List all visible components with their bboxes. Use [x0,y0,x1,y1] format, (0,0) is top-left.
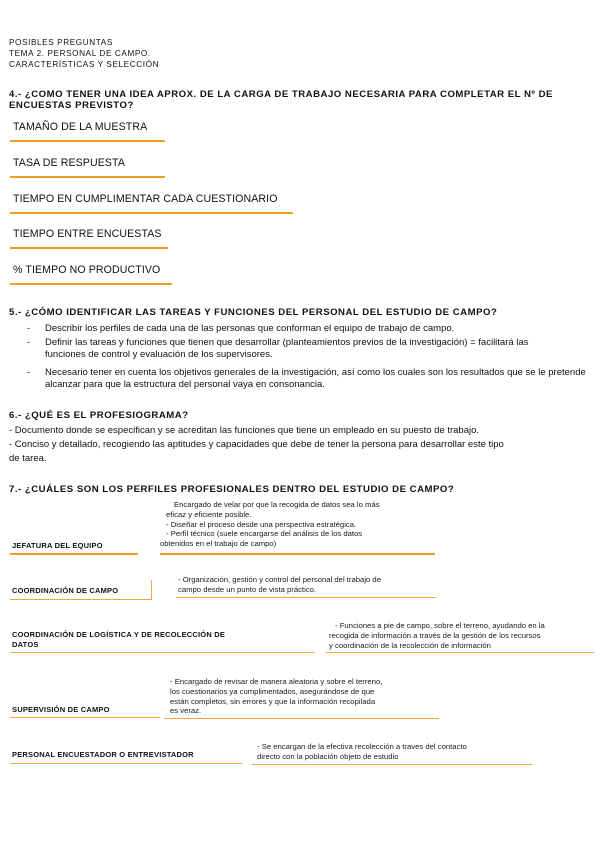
profile-desc-line: es veraz. [170,706,202,716]
profile-underline [10,599,152,600]
profile-label: PERSONAL ENCUESTADOR O ENTREVISTADOR [12,750,194,759]
profile-desc-underline [176,597,436,598]
header-line: CARACTERÍSTICAS Y SELECCIÓN [9,60,160,69]
q5-bullet: - Definir las tareas y funciones que tienen que desarrollar (planteamientos previos de la investigación) = facilitará las funciones de control y evaluación de los supervisores. [27,337,567,360]
q4-item-underline [10,247,168,249]
profile-desc-line: directo con la población objeto de estudio [257,751,399,761]
profile-desc-line: los cuestionarios ya cumplimentados, asegurándose de que [170,686,375,696]
profile-label: COORDINACIÓN DE CAMPO [12,586,119,595]
profile-desc-line: - Funciones a pie de campo, sobre el terreno, ayudando en la [335,621,545,630]
profile-desc-line: eficaz y eficiente posible. [166,509,252,519]
profile-desc-line: Encargado de velar por que la recogida de datos sea lo más [174,500,380,509]
profile-label: JEFATURA DEL EQUIPO [12,541,103,550]
q4-item: % TIEMPO NO PRODUCTIVO [13,264,161,276]
q5-bullet-text: Describir los perfiles de cada una de las personas que conforman el equipo de trabajo de campo. [45,323,455,334]
profile-underline [10,652,315,653]
profile-desc-underline [326,652,594,653]
profile-underline [10,717,160,718]
q5-bullet-text: Necesario tener en cuenta los objetivos generales de la investigación, así como los cuales son los resultados que se le pretende alcanzar para que la estructura del personal vaya en consonancia. [45,367,586,390]
profile-label-line: DATOS [12,640,39,649]
q4-item: TASA DE RESPUESTA [13,157,125,169]
document-header [9,37,159,70]
q6-line: - Conciso y detallado, recogiendo las aptitudes y capacidades que debe de tener la persona para desarrollar este tipo [9,439,504,450]
q4-item-underline [10,283,172,285]
q6-line: de tarea. [9,453,47,464]
q5-bullet: - Describir los perfiles de cada una de las personas que conforman el equipo de trabajo de campo. [27,323,587,335]
q4-title-line: ENCUESTAS PREVISTO? [9,100,134,111]
q4-title [9,89,553,111]
q5-bullet-text: Definir las tareas y funciones que tienen que desarrollar (planteamientos previos de la investigación) = facilitará las funciones de control y evaluación de los supervisores. [45,337,529,360]
profile-label-line: COORDINACIÓN DE LOGÍSTICA Y DE RECOLECCIÓN DE [12,630,226,639]
q4-item: TIEMPO EN CUMPLIMENTAR CADA CUESTIONARIO [13,193,278,205]
profile-description [329,621,594,650]
profile-description [160,500,416,549]
profile-desc-line: - Diseñar el proceso desde una perspectiva estratégica. [166,519,357,529]
profile-desc-line: campo desde un punto de vista práctico. [178,584,317,594]
profile-desc-line: - Perfil técnico (suele encargarse del análisis de los datos [166,529,363,539]
profile-label: SUPERVISIÓN DE CAMPO [12,705,110,714]
header-line: TEMA 2. PERSONAL DE CAMPO. [9,49,151,58]
profile-desc-line: - Se encargan de la efectiva recolección a traves del contacto [257,742,467,751]
profile-desc-line: y coordinación de la recolección de información [329,640,491,650]
q7-title: 7.- ¿CUÁLES SON LOS PERFILES PROFESIONALES DENTRO DEL ESTUDIO DE CAMPO? [9,484,455,495]
profile-desc-line: recogida de información a través de la gestión de los recursos [329,630,541,640]
profile-underline [10,763,242,764]
q4-item-underline [10,140,165,142]
q5-bullet: - Necesario tener en cuenta los objetivos generales de la investigación, así como los cuales son los resultados que se le pretende alcanzar para que la estructura del personal vaya en consonancia. [27,367,586,390]
profile-desc-line: están completos, sin errores y que la información recopilada [170,696,376,706]
profile-desc-line: obtenidos en el trabajo de campo) [160,539,277,549]
profile-label [12,630,225,650]
q4-item: TAMAÑO DE LA MUESTRA [13,121,148,133]
profile-description [170,677,440,716]
profile-description [257,742,537,762]
profile-desc-underline [252,764,532,765]
q4-item-underline [10,212,293,214]
profile-desc-line: - Encargado de revisar de manera aleatoria y sobre el terreno, [170,677,383,686]
q4-title-line: 4.- ¿COMO TENER UNA IDEA APROX. DE LA CARGA DE TRABAJO NECESARIA PARA COMPLETAR EL Nº DE [9,89,553,100]
profile-desc-line: - Organización, gestión y control del personal del trabajo de [178,575,381,584]
profile-divider [151,580,152,600]
q4-item-underline [10,176,165,178]
q6-title: 6.- ¿QUÉ ES EL PROFESIOGRAMA? [9,410,189,421]
profile-desc-underline [164,718,439,719]
profile-underline [10,553,138,555]
q4-item: TIEMPO ENTRE ENCUESTAS [13,228,162,240]
profile-description [178,575,438,595]
profile-desc-underline [160,553,435,555]
q6-line: - Documento donde se especifican y se acreditan las funciones que tiene un empleado en su puesto de trabajo. [9,425,480,436]
header-line: POSIBLES PREGUNTAS [9,38,113,47]
q5-title: 5.- ¿CÓMO IDENTIFICAR LAS TAREAS Y FUNCIONES DEL PERSONAL DEL ESTUDIO DE CAMPO? [9,307,498,318]
